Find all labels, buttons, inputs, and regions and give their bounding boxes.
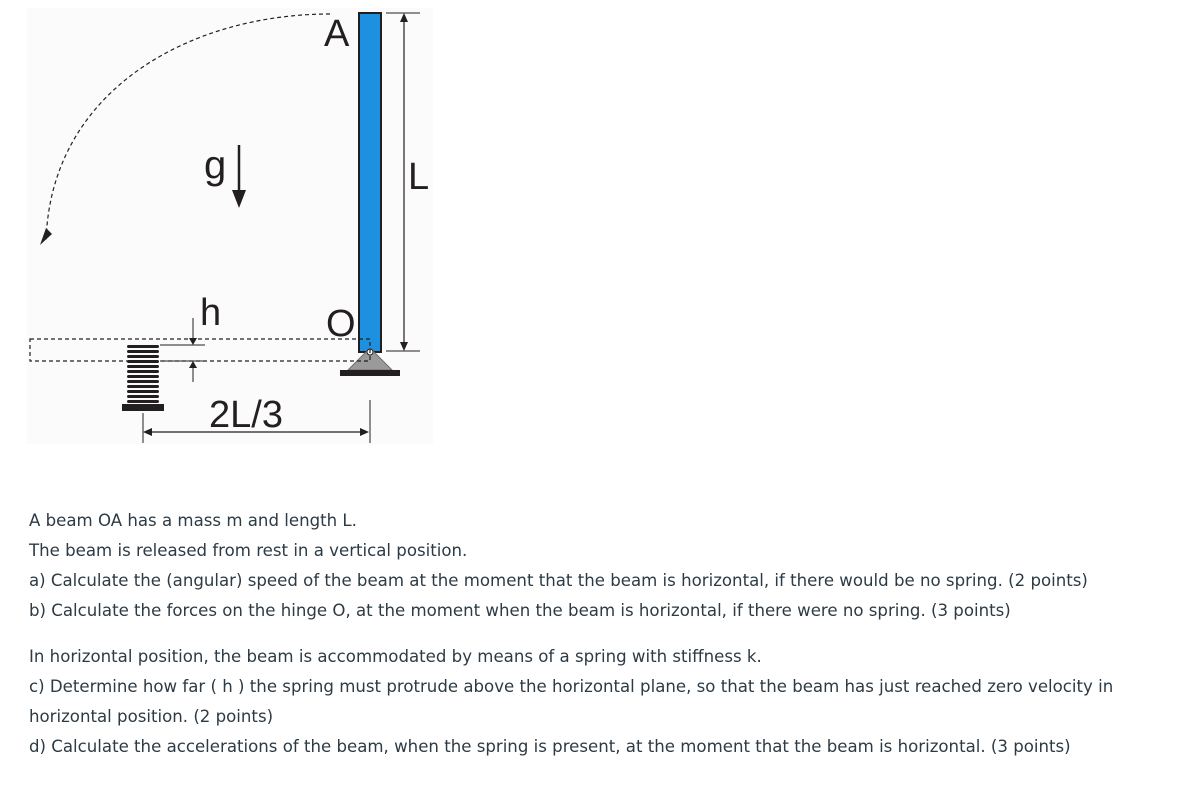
intro-spring: In horizontal position, the beam is accommodated by means of a spring with stiffness k. — [29, 647, 762, 666]
beam — [359, 13, 381, 352]
length-label: L — [408, 156, 430, 198]
intro-mass-length: A beam OA has a mass m and length L. — [29, 511, 357, 530]
point-a-label: A — [324, 13, 350, 55]
gravity-label: g — [204, 143, 227, 187]
problem-text — [29, 506, 1169, 762]
distance-label: 2L/3 — [209, 394, 283, 436]
question-d: d) Calculate the accelerations of the beam, when the spring is present, at the moment that the beam is horizontal. (3 points) — [29, 737, 1071, 756]
h-label: h — [200, 292, 222, 334]
spring-base — [122, 404, 164, 411]
figure-svg — [0, 0, 440, 445]
beam-spring-figure — [0, 0, 440, 445]
intro-release: The beam is released from rest in a vertical position. — [29, 541, 468, 560]
paragraph-gap — [29, 626, 1169, 642]
question-a: a) Calculate the (angular) speed of the beam at the moment that the beam is horizontal, if there would be no spring. (2 points) — [29, 571, 1088, 590]
point-o-label: O — [326, 303, 356, 345]
hinge-ground — [340, 370, 400, 376]
question-b: b) Calculate the forces on the hinge O, at the moment when the beam is horizontal, if there were no spring. (3 points) — [29, 601, 1011, 620]
question-c: c) Determine how far ( h ) the spring must protrude above the horizontal plane, so that the beam has just reached zero velocity in horizontal position. (2 points) — [29, 677, 1114, 726]
